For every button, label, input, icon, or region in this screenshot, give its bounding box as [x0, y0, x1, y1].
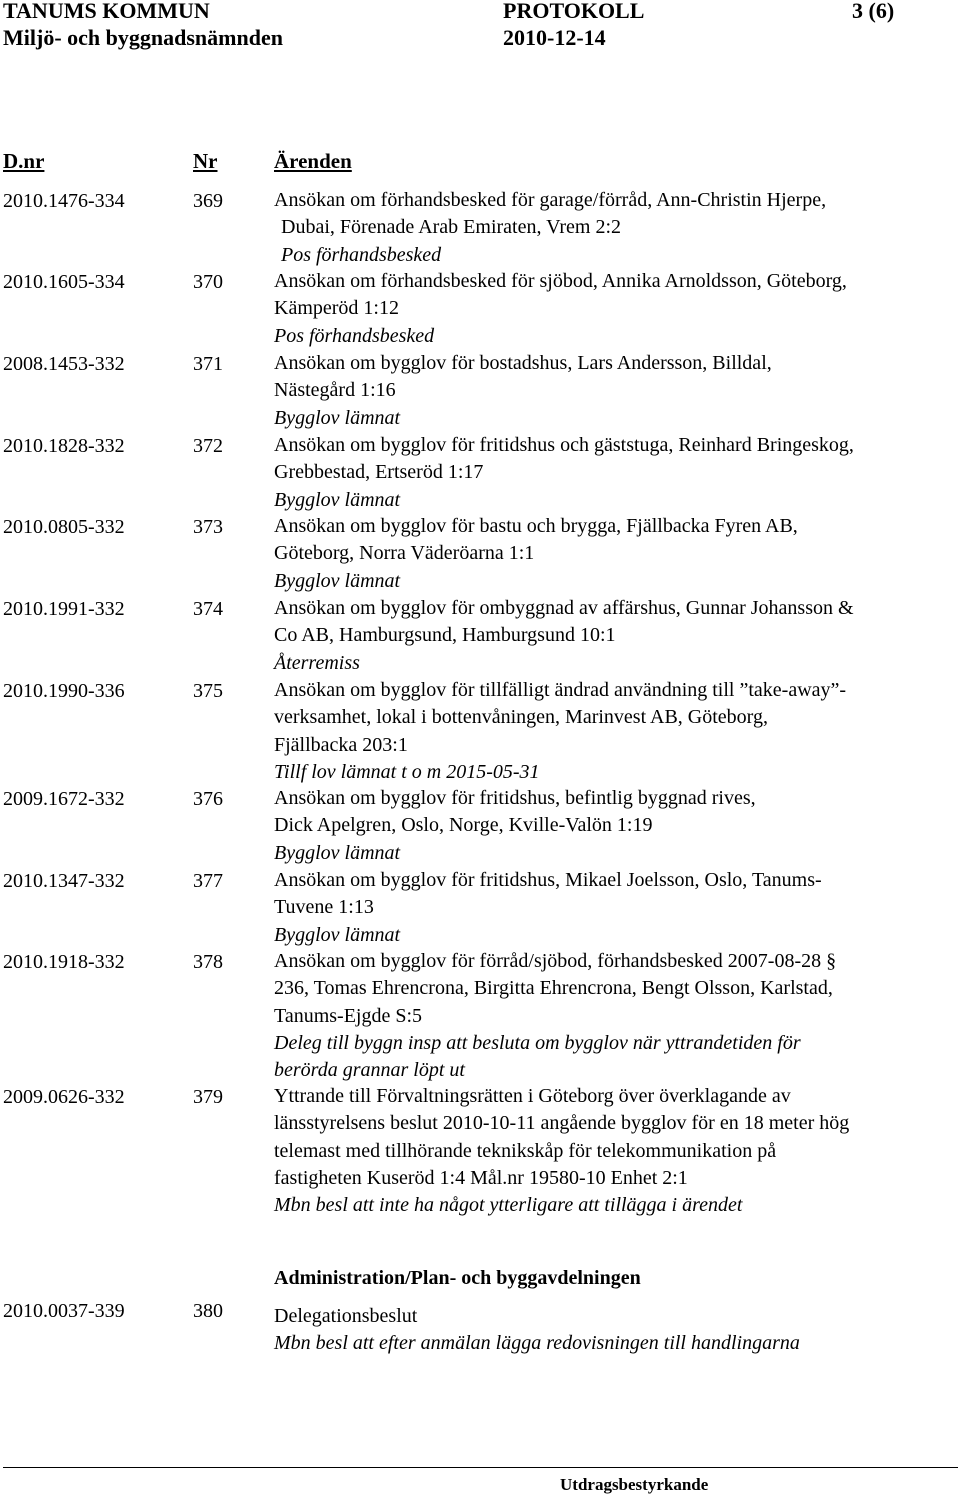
item-line: Dick Apelgren, Oslo, Norge, Kville-Valön 1:19: [274, 814, 653, 837]
item-decision: Återremiss: [274, 651, 360, 674]
item-line: Ansökan om bygglov för bastu och brygga, Fjällbacka Fyren AB,: [274, 515, 798, 537]
item-decision: Bygglov lämnat: [274, 488, 401, 511]
column-header-arenden: Ärenden: [274, 149, 352, 173]
item-line: Ansökan om bygglov för fritidshus, befintlig byggnad rives,: [274, 787, 756, 809]
item-line: fastigheten Kuseröd 1:4 Mål.nr 19580-10 Enhet 2:1: [274, 1166, 688, 1189]
item-decision: Pos förhandsbesked: [274, 324, 435, 347]
item-nr: 372: [193, 435, 223, 457]
column-header-dnr: D.nr: [3, 149, 45, 173]
item-dnr: 2010.1828-332: [3, 435, 125, 457]
item-line: Ansökan om bygglov för bostadshus, Lars Andersson, Billdal,: [274, 352, 772, 374]
item-description: [274, 867, 960, 949]
item-decision: Bygglov lämnat: [274, 569, 401, 592]
item-dnr: 2010.1605-334: [3, 271, 125, 293]
item-dnr: 2009.0626-332: [3, 1086, 125, 1108]
item-dnr: 2009.1672-332: [3, 788, 125, 810]
item-line: Ansökan om bygglov för fritidshus och gäststuga, Reinhard Bringeskog,: [274, 434, 854, 456]
item-dnr: 2010.0037-339: [3, 1300, 125, 1322]
section-title: Administration/Plan- och byggavdelningen: [274, 1267, 641, 1289]
meeting-date: 2010-12-14: [503, 25, 606, 50]
item-line: telemast med tillhörande teknikskåp för telekommunikation på: [274, 1139, 777, 1162]
item-nr: 380: [193, 1300, 223, 1322]
item-line: 236, Tomas Ehrencrona, Birgitta Ehrencrona, Bengt Olsson, Karlstad,: [274, 977, 833, 1000]
item-description: [274, 948, 960, 1084]
item-nr: 369: [193, 190, 223, 212]
item-line: Kämperöd 1:12: [274, 297, 399, 320]
item-description: [274, 187, 960, 269]
item-line: Ansökan om bygglov för fritidshus, Mikael Joelsson, Oslo, Tanums-: [274, 869, 822, 891]
item-line: Co AB, Hamburgsund, Hamburgsund 10:1: [274, 624, 616, 647]
item-line: Ansökan om förhandsbesked för garage/förråd, Ann-Christin Hjerpe,: [274, 189, 827, 211]
item-dnr: 2010.0805-332: [3, 516, 125, 538]
item-line: Ansökan om förhandsbesked för sjöbod, Annika Arnoldsson, Göteborg,: [274, 270, 847, 292]
item-decision: Deleg till byggn insp att besluta om bygglov när yttrandetiden för: [274, 1031, 801, 1054]
item-line: Göteborg, Norra Väderöarna 1:1: [274, 542, 535, 565]
item-description: [274, 513, 960, 595]
item-nr: 375: [193, 680, 223, 702]
item-line: Tanums-Ejgde S:5: [274, 1004, 423, 1027]
item-nr: 371: [193, 353, 223, 375]
item-nr: 378: [193, 951, 223, 973]
org-name: TANUMS KOMMUN: [3, 0, 210, 23]
item-nr: 370: [193, 271, 223, 293]
item-line: Fjällbacka 203:1: [274, 733, 408, 756]
item-description: [274, 595, 960, 677]
item-nr: 376: [193, 788, 223, 810]
item-decision: berörda grannar löpt ut: [274, 1059, 465, 1082]
item-nr: 379: [193, 1086, 223, 1108]
item-line: Tuvene 1:13: [274, 896, 374, 919]
item-line: verksamhet, lokal i bottenvåningen, Marinvest AB, Göteborg,: [274, 706, 768, 729]
item-dnr: 2008.1453-332: [3, 353, 125, 375]
item-decision: Mbn besl att inte ha något ytterligare att tillägga i ärendet: [274, 1194, 743, 1217]
item-line: Nästegård 1:16: [274, 379, 396, 402]
committee-name: Miljö- och byggnadsnämnden: [3, 25, 283, 50]
item-description: [274, 785, 960, 867]
page-number: 3 (6): [852, 0, 895, 23]
item-description: [274, 268, 960, 350]
item-description: [274, 350, 960, 432]
footer-label: Utdragsbestyrkande: [560, 1475, 709, 1494]
item-decision: Mbn besl att efter anmälan lägga redovisningen till handlingarna: [274, 1332, 800, 1355]
item-nr: 373: [193, 516, 223, 538]
item-line: Delegationsbeslut: [274, 1305, 418, 1327]
item-line: Dubai, Förenade Arab Emiraten, Vrem 2:2: [281, 216, 621, 239]
item-line: Ansökan om bygglov för förråd/sjöbod, förhandsbesked 2007-08-28 §: [274, 950, 837, 972]
item-description: [274, 1083, 960, 1219]
item-dnr: 2010.1991-332: [3, 598, 125, 620]
item-nr: 377: [193, 870, 223, 892]
item-dnr: 2010.1476-334: [3, 190, 125, 212]
item-decision: Bygglov lämnat: [274, 923, 401, 946]
item-decision: Bygglov lämnat: [274, 406, 401, 429]
item-line: Ansökan om bygglov för ombyggnad av affärshus, Gunnar Johansson &: [274, 597, 854, 619]
item-description: [274, 1303, 960, 1358]
item-dnr: 2010.1990-336: [3, 680, 125, 702]
item-dnr: 2010.1918-332: [3, 951, 125, 973]
item-decision: Tillf lov lämnat t o m 2015-05-31: [274, 760, 540, 783]
column-header-nr: Nr: [193, 149, 218, 173]
item-decision: Bygglov lämnat: [274, 841, 401, 864]
doc-type: PROTOKOLL: [503, 0, 645, 23]
item-line: Yttrande till Förvaltningsrätten i Göteborg över överklagande av: [274, 1085, 791, 1107]
item-decision: Pos förhandsbesked: [281, 243, 442, 266]
item-dnr: 2010.1347-332: [3, 870, 125, 892]
item-line: Grebbestad, Ertseröd 1:17: [274, 461, 484, 484]
item-nr: 374: [193, 598, 223, 620]
footer-rule: [3, 1467, 958, 1468]
item-description: [274, 432, 960, 514]
item-line: länsstyrelsens beslut 2010-10-11 angående bygglov för en 18 meter hög: [274, 1112, 850, 1135]
item-line: Ansökan om bygglov för tillfälligt ändrad användning till ”take-away”-: [274, 679, 847, 701]
item-description: [274, 677, 960, 786]
